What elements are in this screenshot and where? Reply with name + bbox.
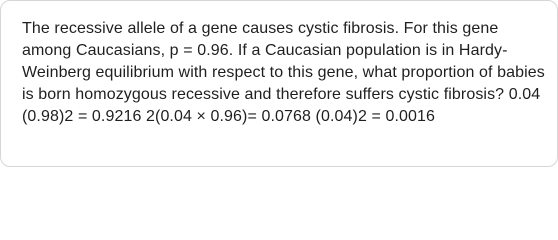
question-text: The recessive allele of a gene causes cystic fibrosis. For this gene among Caucasians, p = 0.96. If a Caucasian population is in Hardy-Weinberg equilibrium with respect to this gene, what proportion of babies is born homozygous recessive and therefore suffers cystic fibrosis? 0.04 (0.98)2 = 0.9216 2(0.04 × 0.96)= 0.0768 (0.04)2 = 0.0016 bbox=[22, 20, 545, 125]
